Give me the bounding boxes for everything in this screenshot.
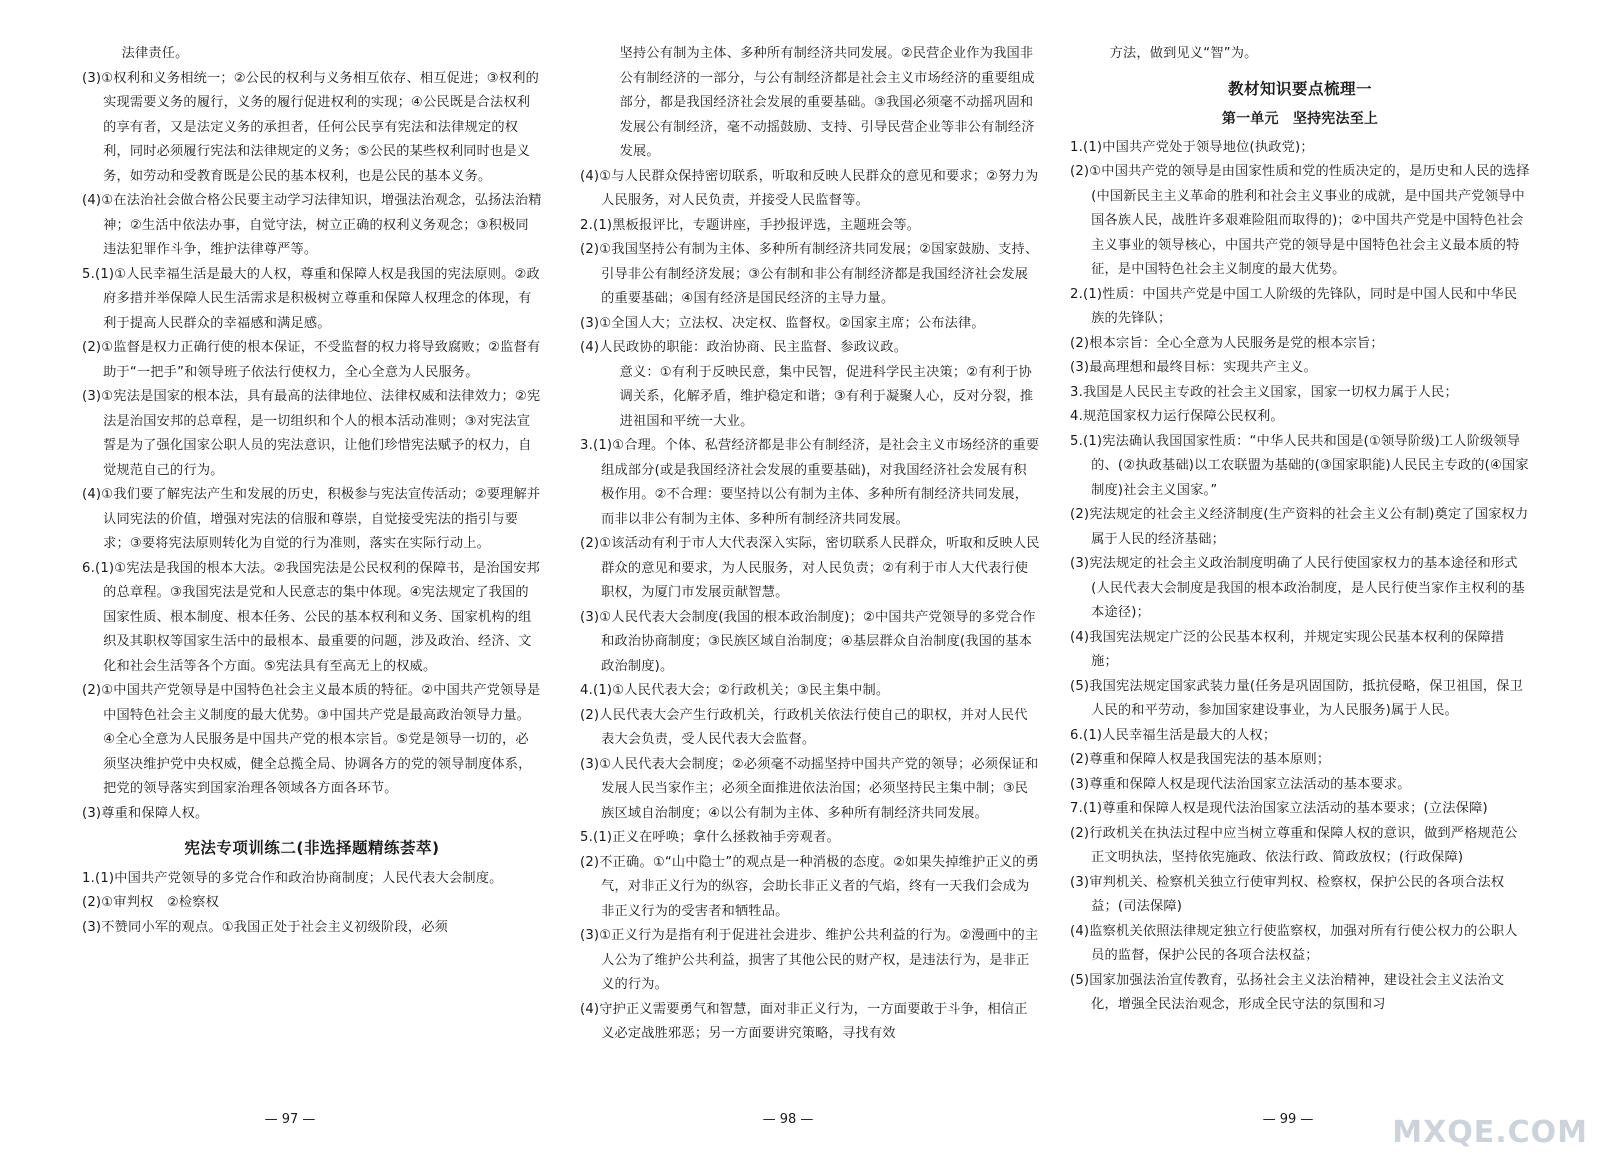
column-page-97: [82, 42, 542, 940]
answer-paragraph: (3)①权利和义务相统一；②公民的权利与义务相互依存、相互促进；③权利的实现需要义务的履行，义务的履行促进权利的实现；④公民既是合法权利的享有者，又是法定义务的承担者，任何公民享有宪法和法律规定的权利，同时必须履行宪法和法律规定的义务；⑤公民的某些权利同时也是义务，如劳动和受教育既是公民的基本权利，也是公民的基本义务。: [82, 70, 539, 184]
answer-paragraph: 2.(1)性质：中国共产党是中国工人阶级的先锋队，同时是中国人民和中华民族的先锋队；: [1070, 286, 1518, 326]
answer-paragraph: 3.(1)①合理。个体、私营经济都是非公有制经济，是社会主义市场经济的重要组成部分(或是我国经济社会发展的重要基础)，对我国经济社会发展有积极作用。②不合理：要坚持以公有制为主体、多种所有制经济共同发展，而非以非公有制为主体、多种所有制经济共同发展。: [580, 438, 1040, 527]
answer-paragraph: (2)①中国共产党的领导是由国家性质和党的性质决定的，是历史和人民的选择(中国新民主主义革命的胜利和社会主义事业的成就，是中国共产党领导中国各族人民，战胜许多艰难险阻而取得的)；②中国共产党是中国特色社会主义事业的领导核心，中国共产党的领导是中国特色社会主义最本质的特征，是中国特色社会主义制度的最大优势。: [1070, 164, 1530, 277]
answer-paragraph: 坚持公有制为主体、多种所有制经济共同发展。②民营企业作为我国非公有制经济的一部分，与公有制经济都是社会主义市场经济的重要组成部分，都是我国经济社会发展的重要基础。③我国必须毫不动摇巩固和发展公有制经济，毫不动摇鼓励、支持、引导民营企业等非公有制经济发展。: [619, 46, 1035, 159]
answer-paragraph: (5)我国宪法规定国家武装力量(任务是巩固国防，抵抗侵略，保卫祖国，保卫人民的和平劳动，参加国家建设事业，为人民服务)属于人民。: [1070, 678, 1524, 718]
answer-paragraph: (5)国家加强法治宣传教育，弘扬社会主义法治精神，建设社会主义法治文化，增强全民法治观念，形成全民守法的氛围和习: [1070, 972, 1505, 1012]
answer-paragraph: (4)①在法治社会做合格公民要主动学习法律知识，增强法治观念，弘扬法治精神；②生活中依法办事，自觉守法，树立正确的权利义务观念；③积极同违法犯罪作斗争，维护法律尊严等。: [82, 193, 542, 257]
answer-paragraph: (2)尊重和保障人权是我国宪法的基本原则；: [1070, 752, 1331, 767]
answer-paragraph: (3)①正义行为是指有利于促进社会进步、维护公共利益的行为。②漫画中的主人公为了维护公共利益，损害了其他公民的财产权，是违法行为，是非正义的行为。: [580, 928, 1039, 992]
answer-paragraph: 4.规范国家权力运行保障公民权利。: [1070, 409, 1284, 424]
answer-paragraph: (4)①我们要了解宪法产生和发展的历史，积极参与宪法宣传活动；②要理解并认同宪法的价值，增强对宪法的信服和尊崇，自觉接受宪法的指引与要求；③要将宪法原则转化为自觉的行为准则，落实在实际行动上。: [82, 487, 541, 551]
section-title-training-two: 宪法专项训练二(非选择题精练荟萃): [184, 839, 440, 857]
answer-paragraph: (3)①全国人大；立法权、决定权、监督权。②国家主席；公布法律。: [580, 315, 985, 331]
answer-paragraph: (2)①监督是权力正确行使的根本保证，不受监督的权力将导致腐败；②监督有助于“一把手”和领导班子依法行使权力，全心全意为人民服务。: [82, 340, 541, 380]
answer-paragraph: (2)人民代表大会产生行政机关，行政机关依法行使自己的职权，并对人民代表大会负责，受人民代表大会监督。: [580, 707, 1028, 747]
answer-paragraph: (2)不正确。①“山中隐士”的观点是一种消极的态度。②如果失掉维护正义的勇气，对非正义行为的纵容，会助长非正义者的气焰，终有一天我们会成为非正义行为的受害者和牺牲品。: [580, 854, 1040, 919]
column-page-98: [580, 42, 1040, 1047]
answer-paragraph: 1.(1)中国共产党处于领导地位(执政党)；: [1070, 139, 1314, 155]
answer-paragraph: (2)①该活动有利于市人大代表深入实际，密切联系人民群众，听取和反映人民群众的意见和要求，为人民服务，对人民负责；②有利于市人大代表行使职权，为厦门市发展贡献智慧。: [580, 536, 1040, 600]
column-page-99: [1070, 42, 1530, 1018]
answer-paragraph: (4)①与人民群众保持密切联系，听取和反映人民群众的意见和要求；②努力为人民服务，对人民负责，并接受人民监督等。: [580, 168, 1039, 208]
answer-paragraph: 4.(1)①人民代表大会；②行政机关；③民主集中制。: [580, 683, 890, 698]
answer-paragraph: (3)尊重和保障人权是现代法治国家立法活动的基本要求。: [1070, 776, 1411, 792]
answer-paragraph: (4)我国宪法规定广泛的公民基本权利，并规定实现公民基本权利的保障措施；: [1070, 629, 1505, 669]
answer-paragraph: (4)监察机关依照法律规定独立行使监察权，加强对所有行使公权力的公职人员的监督，保护公民的各项合法权益；: [1070, 923, 1518, 963]
answer-paragraph: 2.(1)黑板报评比，专题讲座，手抄报评选，主题班会等。: [580, 217, 921, 233]
answer-block-page-97-a: [82, 42, 542, 826]
answer-paragraph: (3)①人民代表大会制度(我国的根本政治制度)；②中国共产党领导的多党合作和政治协商制度；③民族区域自治制度；④基层群众自治制度(我国的基本政治制度)。: [580, 609, 1036, 674]
answer-paragraph: 方法，做到见义“智”为。: [1109, 46, 1258, 61]
page-number-99: — 99 —: [1262, 1112, 1314, 1127]
answer-paragraph: 3.我国是人民民主专政的社会主义国家，国家一切权力属于人民；: [1070, 384, 1458, 400]
answer-block-page-99-b: [1070, 136, 1530, 1018]
answer-paragraph: (2)宪法规定的社会主义经济制度(生产资料的社会主义公有制)奠定了国家权力属于人民的经济基础；: [1070, 507, 1529, 547]
answer-paragraph: (2)行政机关在执法过程中应当树立尊重和保障人权的意识，做到严格规范公正文明执法，坚持依宪施政、依法行政、简政放权；(行政保障): [1070, 825, 1518, 865]
answer-paragraph: 1.(1)中国共产党领导的多党合作和政治协商制度；人民代表大会制度。: [82, 870, 503, 886]
site-watermark: MXQE.COM: [1392, 1115, 1588, 1150]
answer-paragraph: 意义：①有利于反映民意，集中民智，促进科学民主决策；②有利于协调关系，化解矛盾，维护稳定和谐；③有利于凝聚人心，反对分裂，推进祖国和平统一大业。: [619, 364, 1034, 429]
answer-paragraph: 5.(1)正义在呼唤；拿什么拯救袖手旁观者。: [580, 830, 840, 845]
answer-paragraph: 5.(1)①人民幸福生活是最大的人权，尊重和保障人权是我国的宪法原则。②政府多措并举保障人民生活需求是积极树立尊重和保障人权理念的体现，有利于提高人民群众的幸福感和满足感。: [82, 266, 540, 331]
answer-paragraph: (4)人民政协的职能：政治协商、民主监督、参政议政。: [580, 340, 908, 355]
answer-paragraph: 6.(1)①宪法是我国的根本大法。②我国宪法是公民权利的保障书，是治国安邦的总章程。③我国宪法是党和人民意志的集中体现。④宪法规定了我国的国家性质、根本制度、根本任务、公民的基本权利和义务、国家机构的组织及其职权等国家生活中的最根本、最重要的问题，涉及政治、经济、文化和社会生活等各个方面。⑤宪法具有至高无上的权威。: [82, 560, 540, 674]
answer-paragraph: (3)尊重和保障人权。: [82, 805, 209, 821]
answer-paragraph: 法律责任。: [121, 46, 189, 61]
answer-paragraph: (2)根本宗旨：全心全意为人民服务是党的根本宗旨；: [1070, 335, 1384, 351]
answer-block-page-97-b: [82, 867, 542, 941]
answer-paragraph: (3)①宪法是国家的根本法，具有最高的法律地位、法律权威和法律效力；②宪法是治国安邦的总章程，是一切组织和个人的根本活动准则；③对宪法宣誓是为了强化国家公职人员的宪法意识，让他们珍惜宪法赋予的权力，自觉规范自己的行为。: [82, 389, 541, 478]
answer-paragraph: 5.(1)宪法确认我国国家性质：“中华人民共和国是(①领导阶级)工人阶级领导的、(②执政基础)以工农联盟为基础的(③国家职能)人民民主专政的(④国家制度)社会主义国家。”: [1070, 433, 1529, 498]
answer-paragraph: (2)①中国共产党领导是中国特色社会主义最本质的特征。②中国共产党领导是中国特色社会主义制度的最大优势。③中国共产党是最高政治领导力量。④全心全意为人民服务是中国共产党的根本宗旨。⑤党是领导一切的，必须坚决维护党中央权威，健全总揽全局、协调各方的党的领导制度体系，把党的领导落实到国家治理各领域各方面各环节。: [82, 683, 541, 796]
answer-paragraph: (3)①人民代表大会制度；②必须毫不动摇坚持中国共产党的领导；必须保证和发展人民当家作主；必须全面推进依法治国；必须坚持民主集中制；③民族区域自治制度；④以公有制为主体、多种所有制经济共同发展。: [580, 756, 1039, 821]
answer-paragraph: 7.(1)尊重和保障人权是现代法治国家立法活动的基本要求；(立法保障): [1070, 801, 1488, 816]
answer-paragraph: 6.(1)人民幸福生活是最大的人权；: [1070, 727, 1277, 743]
unit-title: 第一单元 坚持宪法至上: [1221, 111, 1379, 127]
answer-paragraph: (3)最高理想和最终目标：实现共产主义。: [1070, 360, 1317, 375]
answer-block-page-99-a: [1070, 42, 1530, 67]
page-number-97: — 97 —: [264, 1112, 316, 1127]
answer-paragraph: (2)①我国坚持公有制为主体、多种所有制经济共同发展；②国家鼓励、支持、引导非公有制经济发展；③公有制和非公有制经济都是我国经济社会发展的重要基础；④国有经济是国民经济的主导力量。: [580, 242, 1039, 306]
answer-paragraph: (4)守护正义需要勇气和智慧，面对非正义行为，一方面要敢于斗争，相信正义必定战胜邪恶；另一方面要讲究策略，寻找有效: [580, 1001, 1028, 1041]
answer-block-page-98: [580, 42, 1040, 1047]
answer-paragraph: (3)审判机关、检察机关独立行使审判权、检察权，保护公民的各项合法权益；(司法保障): [1070, 874, 1505, 914]
section-title-key-points: 教材知识要点梳理一: [1227, 79, 1372, 98]
answer-paragraph: (3)不赞同小军的观点。①我国正处于社会主义初级阶段，必须: [82, 919, 448, 935]
answer-paragraph: (3)宪法规定的社会主义政治制度明确了人民行使国家权力的基本途径和形式(人民代表大会制度是我国的根本政治制度，是人民行使当家作主权利的基本途径)；: [1070, 556, 1525, 620]
answer-paragraph: (2)①审判权 ②检察权: [82, 895, 220, 910]
page-number-98: — 98 —: [762, 1112, 814, 1127]
